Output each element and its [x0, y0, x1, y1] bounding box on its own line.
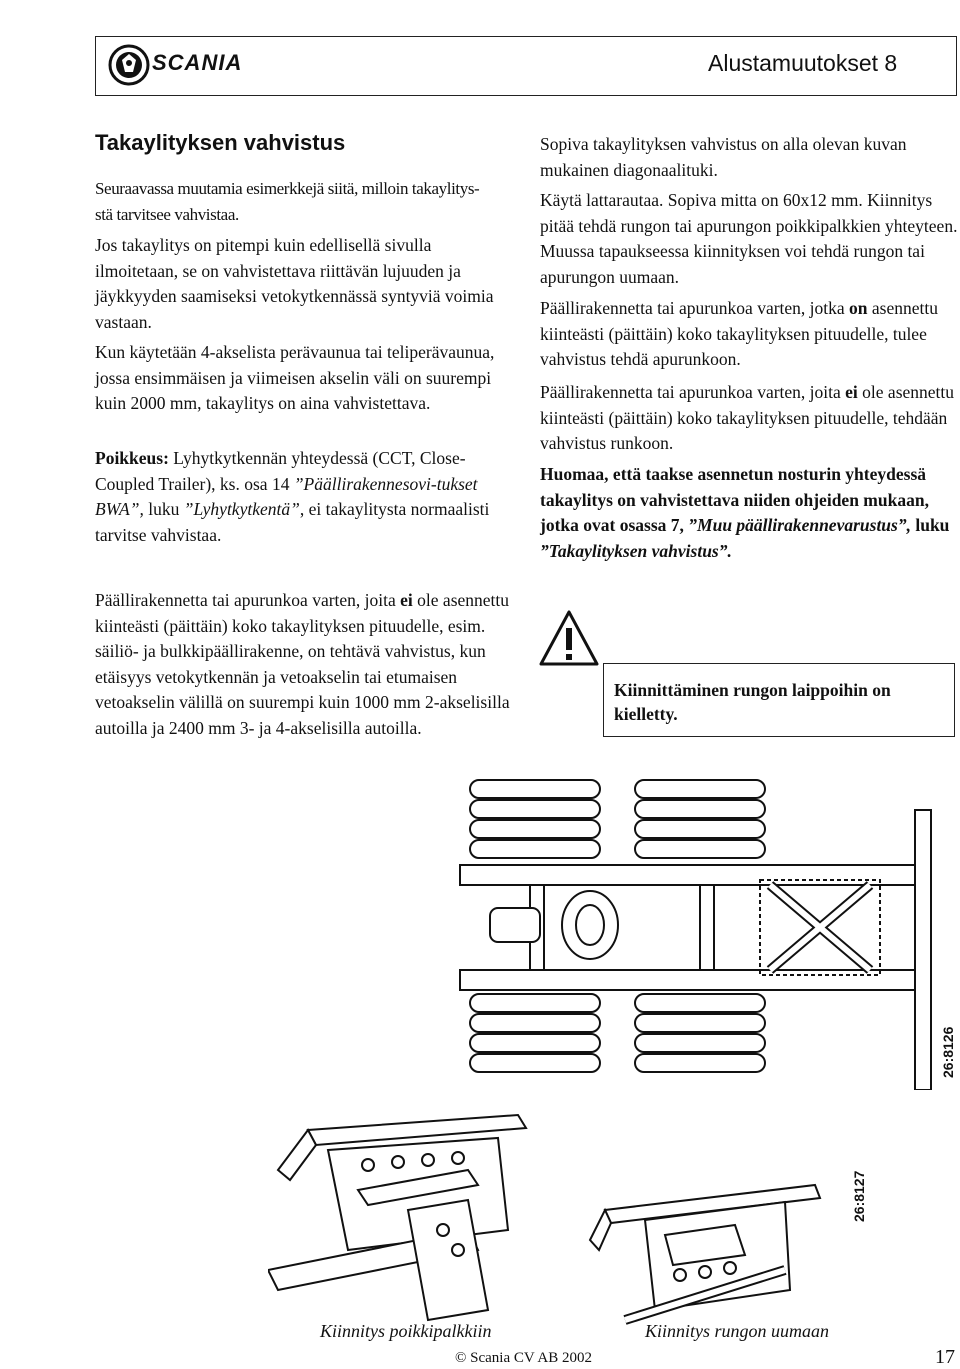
paragraph-long-overhang: Jos takaylitys on pitempi kuin edellisellä sivulla ilmoitetaan, se on vahvistettava riittävän lujuuden ja jäykkyyden saamiseksi vetokytkennässä syntyviä voimia vastaan. — [95, 235, 494, 332]
exception-text-a: Lyhytkytkennän yhteydessä (CCT, Close-Coupled Trailer), ks. osa 14 — [95, 448, 466, 494]
paragraph-diagonal-brace: Sopiva takaylityksen vahvistus on alla olevan kuvan mukainen diagonaalituki. — [540, 134, 907, 180]
caption-frame-web: Kiinnitys rungon uumaan — [645, 1321, 830, 1341]
frame-emphasis: ei — [845, 382, 858, 402]
frame-text-a: Päällirakennetta tai apurunkoa varten, joita — [540, 382, 846, 402]
brand-logo-text: SCANIA — [152, 50, 243, 75]
page-number: 17 — [935, 1346, 955, 1368]
not-fixed-emphasis: ei — [400, 590, 413, 610]
fixed-emphasis: on — [849, 298, 868, 318]
crane-text-b: luku — [910, 515, 950, 535]
paragraph-not-fixed — [95, 588, 515, 741]
paragraph-four-axle: Kun käytetään 4-akselista perävaunua tai teliperävaunua, jossa ensimmäisen ja viimeisen akselin väli on suurempi kuin 2000 mm, takaylitys on aina vahvistettava. — [95, 342, 495, 413]
not-fixed-text-b: ole asennettu kiinteästi (päittäin) koko takaylityksen pituudelle, esim. säiliö- ja bulkkipäällirakenne, on tehtävä vahvistus, kun etäisyys vetokytkennän ja vetoakselin tai etumaisen vetoakselin välillä on suurempi kuin 1000 mm 2-akselisilla autoilla ja 2400 mm 3- ja 4-akselisilla autoilla. — [95, 590, 510, 738]
warning-triangle-icon — [537, 608, 601, 668]
copyright: © Scania CV AB 2002 — [455, 1350, 592, 1366]
chassis-diagonal-brace-figure — [400, 770, 960, 1090]
exception-ref-chapter: ”Lyhytkytkentä” — [183, 499, 300, 519]
paragraph-flat-bar: Käytä lattarautaa. Sopiva mitta on 60x12 mm. Kiinnitys pitää tehdä rungon tai apurungon poikkipalkkien yhteyteen. Muussa tapaukseessa kiinnityksen voi tehdä rungon tai apurungon uumaan. — [540, 190, 958, 287]
not-fixed-text-a: Päällirakennetta tai apurunkoa varten, joita — [95, 590, 401, 610]
crane-ref-part: ”Muu päällirakennevarustus”, — [688, 515, 911, 535]
paragraph-exception — [95, 446, 515, 548]
scania-griffin-logo — [108, 42, 150, 88]
warning-box: Kiinnittäminen rungon laippoihin on kielletty. — [603, 663, 955, 737]
frame-web-attachment-figure — [585, 1160, 835, 1325]
figure-id-1: 26:8126 — [940, 1026, 956, 1078]
frame-text-b: ole asennettu kiinteästi (päittäin) koko takaylityksen pituudelle, tehdään vahvistus runkoon. — [540, 382, 955, 453]
exception-text-c: , ei takaylitysta normaalisti tarvitse vahvistaa. — [95, 499, 490, 545]
crane-text-a: Huomaa, että taakse asennetun nosturin yhteydessä takaylitys on vahvistettava niiden ohjeiden mukaan, jotka ovat osassa 7, — [540, 464, 929, 535]
fixed-text-a: Päällirakennetta tai apurunkoa varten, jotka — [540, 298, 850, 318]
chapter-title: Alustamuutokset 8 — [708, 50, 898, 76]
exception-text-b: luku — [143, 499, 184, 519]
exception-label: Poikkeus: — [95, 448, 169, 468]
exception-ref-part: ”Päällirakennesovi-tukset BWA”, — [95, 473, 478, 519]
caption-crossmember: Kiinnitys poikkipalkkiin — [320, 1321, 492, 1341]
fixed-text-b: asennettu kiinteästi (päittäin) koko takaylityksen pituudelle, tulee vahvistus tehdä apurunkoon. — [540, 298, 938, 369]
crossmember-attachment-figure — [268, 1110, 538, 1325]
figure-id-2: 26:8127 — [851, 1170, 867, 1222]
paragraph-fixed-subframe — [540, 296, 958, 373]
section-title: Takaylityksen vahvistus — [95, 130, 346, 155]
paragraph-crane-note — [540, 462, 958, 564]
crane-ref-chapter: ”Takaylityksen vahvistus”. — [540, 540, 732, 561]
paragraph-intro: Seuraavassa muutamia esimerkkejä siitä, milloin takaylitys- stä tarvitsee vahvistaa. — [95, 179, 480, 224]
paragraph-not-fixed-frame — [540, 380, 958, 457]
